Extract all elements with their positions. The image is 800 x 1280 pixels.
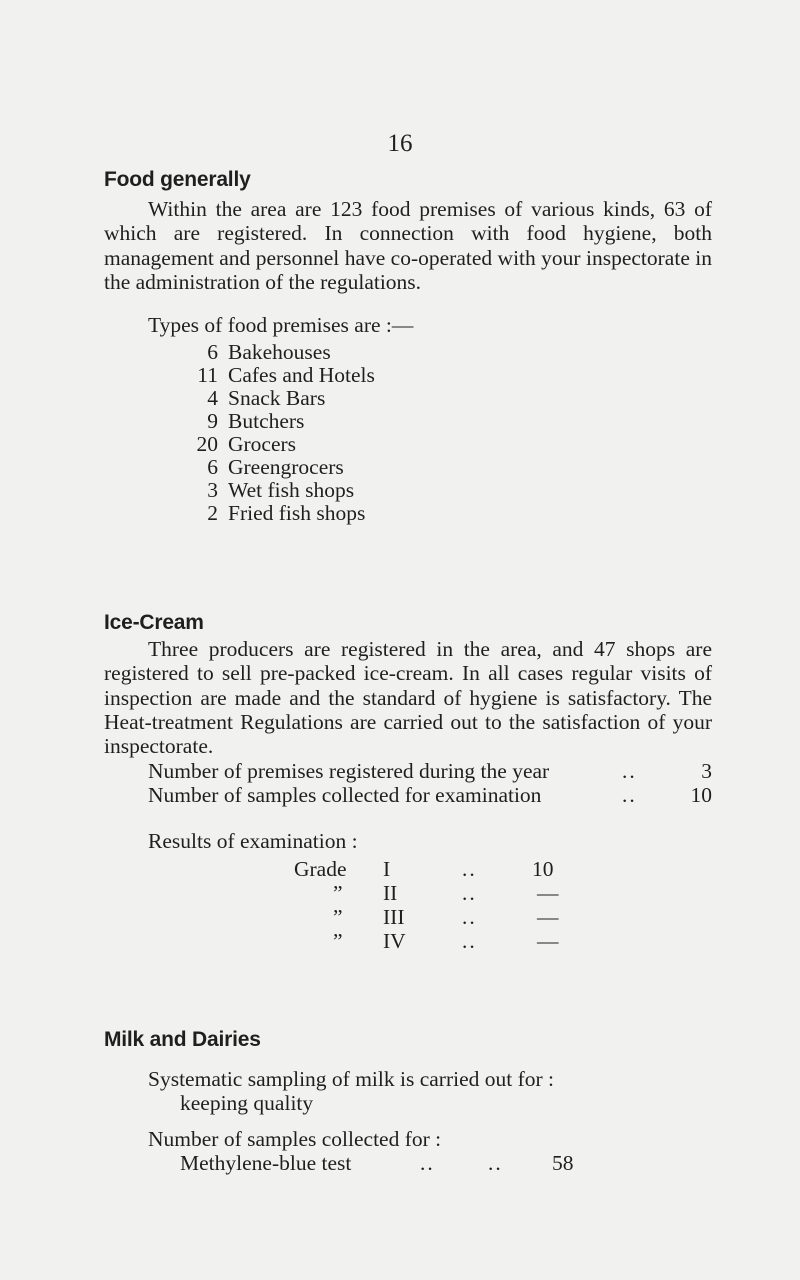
sampling-purpose: keeping quality [180,1091,314,1115]
type-count: 9 [207,409,218,433]
type-label: Wet fish shops [228,478,355,502]
grade-value: — [537,905,559,929]
type-count: 20 [196,432,218,456]
type-label: Fried fish shops [228,501,366,525]
stat-dots: .. [622,759,637,783]
grade-value: 10 [532,857,554,881]
grade-word: Grade [294,857,347,881]
section-heading-food: Food generally [104,168,251,191]
grade-dots: .. [462,929,477,953]
samples-intro: Number of samples collected for : [148,1127,442,1151]
type-count: 11 [197,363,218,387]
stat-value: 10 [690,783,712,807]
section-heading-milk: Milk and Dairies [104,1028,261,1051]
sampling-line: Systematic sampling of milk is carried out for : [148,1067,555,1091]
grade-dots: .. [462,881,477,905]
icecream-paragraph-text: Three producers are registered in the area, and 47 shops are registered to sell pre-packed ice-cream. In all cases regular visits of inspection are made and the standard of hygiene is satisfactory. The Heat-treatment Regulations are carried out to the satisfaction of your inspectorate. [104,637,712,759]
food-paragraph [104,197,712,294]
test-dots: .. [488,1151,503,1175]
page-number: 16 [387,130,413,157]
test-value: 58 [552,1151,574,1175]
results-label: Results of examination : [148,829,358,853]
type-label: Butchers [228,409,305,433]
test-dots: .. [420,1151,435,1175]
type-count: 4 [207,386,218,410]
type-count: 6 [207,340,218,364]
stat-label: Number of premises registered during the year [148,759,550,783]
grade-numeral: I [383,857,391,881]
grade-value: — [537,881,559,905]
grade-dots: .. [462,857,477,881]
type-label: Snack Bars [228,386,326,410]
grade-numeral: II [383,881,398,905]
stat-value: 3 [701,759,712,783]
type-label: Cafes and Hotels [228,363,375,387]
ditto-mark: ” [333,929,343,953]
type-label: Bakehouses [228,340,331,364]
section-heading-icecream: Ice-Cream [104,611,204,634]
stat-label: Number of samples collected for examination [148,783,542,807]
type-label: Greengrocers [228,455,344,479]
type-label: Grocers [228,432,297,456]
grade-numeral: III [383,905,405,929]
grade-numeral: IV [383,929,406,953]
grade-value: — [537,929,559,953]
stat-dots: .. [622,783,637,807]
types-intro: Types of food premises are :— [148,313,414,337]
food-paragraph-text: Within the area are 123 food premises of various kinds, 63 of which are registered. In connection with food hygiene, both management and personnel have co-operated with your inspectorate in the administration of the regulations. [104,197,712,294]
grade-dots: .. [462,905,477,929]
type-count: 3 [207,478,218,502]
ditto-mark: ” [333,905,343,929]
type-count: 2 [207,501,218,525]
type-count: 6 [207,455,218,479]
icecream-paragraph [104,637,712,758]
ditto-mark: ” [333,881,343,905]
test-label: Methylene-blue test [180,1151,352,1175]
